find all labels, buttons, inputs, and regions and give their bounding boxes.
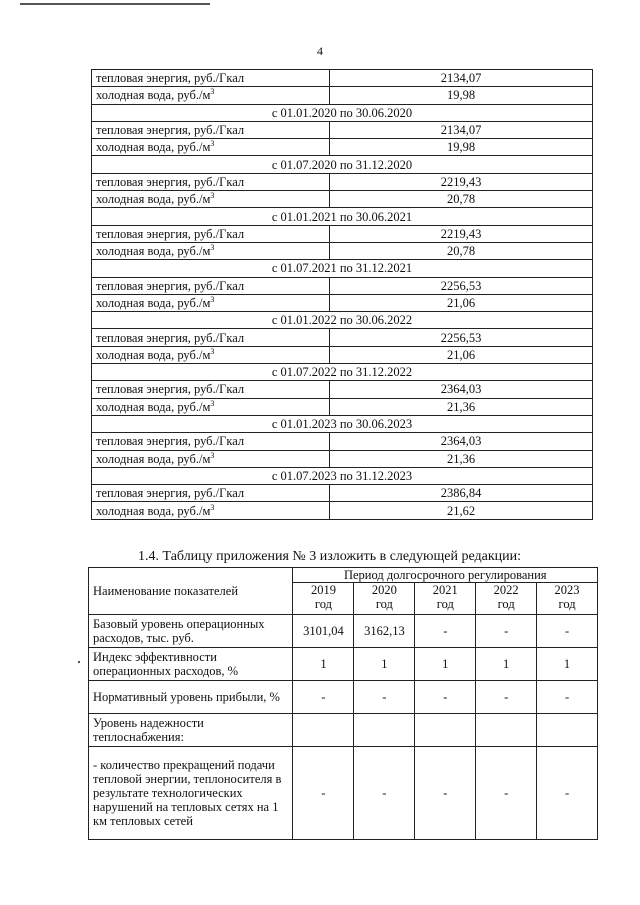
year-number: 2022	[493, 583, 519, 598]
header-period: Период долгосрочного регулирования	[293, 568, 598, 583]
tariff-row	[92, 433, 593, 450]
tariff-name-cell	[92, 277, 330, 294]
tariff-name: холодная вода, руб./м	[96, 399, 211, 414]
indicator-name: Уровень надежности теплоснабжения:	[89, 714, 293, 747]
period-label: с 01.07.2020 по 31.12.2020	[92, 156, 593, 173]
indicator-name: - количество прекращений подачи тепловой энергии, теплоносителя в результате технологических нарушений на тепловых сетях на 1 км тепловых сетей	[89, 747, 293, 840]
tariff-name: холодная вода, руб./м	[96, 347, 211, 362]
tariff-name-cell	[92, 398, 330, 415]
year-header	[354, 583, 415, 615]
tariff-name: тепловая энергия, руб./Гкал	[96, 278, 245, 293]
indicator-name: Базовый уровень операционных расходов, тыс. руб.	[89, 615, 293, 648]
year-header	[476, 583, 537, 615]
tariff-row	[92, 139, 593, 156]
tariff-row	[92, 242, 593, 259]
tariff-value: 2134,07	[330, 70, 593, 87]
period-label: с 01.07.2021 по 31.12.2021	[92, 260, 593, 277]
indicator-value: -	[293, 747, 354, 840]
tariff-row	[92, 87, 593, 104]
indicator-value: -	[537, 615, 598, 648]
tariff-row	[92, 450, 593, 467]
indicator-value: 1	[293, 648, 354, 681]
indicator-value: 1	[476, 648, 537, 681]
indicator-value: -	[476, 681, 537, 714]
period-row	[92, 467, 593, 484]
tariff-value: 2364,03	[330, 381, 593, 398]
tariff-table	[91, 69, 593, 520]
unit-superscript: 3	[210, 398, 215, 408]
indicator-value	[537, 714, 598, 747]
year-unit: год	[436, 597, 454, 612]
indicator-row	[89, 615, 598, 648]
tariff-row	[92, 329, 593, 346]
period-label: с 01.01.2023 по 30.06.2023	[92, 415, 593, 432]
period-label: с 01.01.2021 по 30.06.2021	[92, 208, 593, 225]
year-unit: год	[497, 597, 515, 612]
year-unit: год	[558, 597, 576, 612]
header-rule	[20, 3, 210, 5]
year-number: 2019	[310, 583, 336, 598]
period-row	[92, 312, 593, 329]
tariff-row	[92, 121, 593, 138]
tariff-name: тепловая энергия, руб./Гкал	[96, 486, 245, 501]
tariff-value: 2256,53	[330, 277, 593, 294]
unit-superscript: 3	[210, 243, 215, 253]
tariff-name-cell	[92, 485, 330, 502]
period-label: с 01.07.2023 по 31.12.2023	[92, 467, 593, 484]
tariff-value: 21,06	[330, 346, 593, 363]
indicator-value: -	[415, 747, 476, 840]
tariff-row	[92, 225, 593, 242]
tariff-row	[92, 173, 593, 190]
tariff-row	[92, 381, 593, 398]
stray-dot	[78, 661, 80, 663]
tariff-name: тепловая энергия, руб./Гкал	[96, 71, 245, 86]
tariff-name: холодная вода, руб./м	[96, 503, 211, 518]
year-number: 2023	[554, 583, 580, 598]
indicator-value: -	[537, 681, 598, 714]
year-number: 2020	[371, 583, 397, 598]
period-label: с 01.07.2022 по 31.12.2022	[92, 364, 593, 381]
tariff-value: 20,78	[330, 191, 593, 208]
tariff-name: холодная вода, руб./м	[96, 140, 211, 155]
tariff-name: холодная вода, руб./м	[96, 244, 211, 259]
indicator-value: 3162,13	[354, 615, 415, 648]
tariff-name-cell	[92, 70, 330, 87]
indicator-row	[89, 747, 598, 840]
indicator-value: -	[354, 747, 415, 840]
header-indicator-name: Наименование показателей	[89, 568, 293, 615]
tariff-value: 2364,03	[330, 433, 593, 450]
indicator-row	[89, 648, 598, 681]
tariff-name-cell	[92, 346, 330, 363]
indicator-value	[354, 714, 415, 747]
unit-superscript: 3	[210, 87, 215, 97]
indicator-name: Нормативный уровень прибыли, %	[89, 681, 293, 714]
tariff-name-cell	[92, 381, 330, 398]
unit-superscript: 3	[210, 139, 215, 149]
unit-superscript: 3	[210, 295, 215, 304]
tariff-name: тепловая энергия, руб./Гкал	[96, 123, 245, 138]
tariff-value: 21,36	[330, 398, 593, 415]
indicator-header-row	[89, 568, 598, 583]
tariff-name-cell	[92, 502, 330, 519]
indicator-row	[89, 714, 598, 747]
indicator-value: -	[354, 681, 415, 714]
year-unit: год	[375, 597, 393, 612]
period-row	[92, 156, 593, 173]
indicator-value: -	[537, 747, 598, 840]
tariff-value: 19,98	[330, 87, 593, 104]
period-row	[92, 104, 593, 121]
tariff-value: 2256,53	[330, 329, 593, 346]
period-row	[92, 415, 593, 432]
indicator-row	[89, 681, 598, 714]
tariff-name-cell	[92, 450, 330, 467]
page-number: 4	[317, 44, 323, 58]
tariff-row	[92, 70, 593, 87]
tariff-name-cell	[92, 139, 330, 156]
year-header	[293, 583, 354, 615]
unit-superscript: 3	[210, 502, 215, 512]
tariff-name-cell	[92, 329, 330, 346]
tariff-name-cell	[92, 87, 330, 104]
tariff-name: тепловая энергия, руб./Гкал	[96, 434, 245, 449]
unit-superscript: 3	[210, 346, 215, 356]
tariff-value: 21,06	[330, 294, 593, 311]
year-unit: год	[314, 597, 332, 612]
period-row	[92, 364, 593, 381]
year-header	[537, 583, 598, 615]
indicator-value: -	[293, 681, 354, 714]
period-row	[92, 208, 593, 225]
tariff-name-cell	[92, 294, 330, 311]
indicator-value: 1	[537, 648, 598, 681]
tariff-name-cell	[92, 433, 330, 450]
unit-superscript: 3	[210, 450, 215, 460]
indicator-table	[88, 567, 598, 840]
tariff-row	[92, 346, 593, 363]
tariff-name-cell	[92, 242, 330, 259]
tariff-name: холодная вода, руб./м	[96, 192, 211, 207]
tariff-name: тепловая энергия, руб./Гкал	[96, 382, 245, 397]
tariff-row	[92, 277, 593, 294]
tariff-row	[92, 485, 593, 502]
tariff-row	[92, 191, 593, 208]
tariff-value: 2386,84	[330, 485, 593, 502]
tariff-name-cell	[92, 191, 330, 208]
indicator-value: 3101,04	[293, 615, 354, 648]
tariff-name: тепловая энергия, руб./Гкал	[96, 226, 245, 241]
indicator-value: 1	[415, 648, 476, 681]
tariff-name: тепловая энергия, руб./Гкал	[96, 330, 245, 345]
period-label: с 01.01.2020 по 30.06.2020	[92, 104, 593, 121]
tariff-row	[92, 294, 593, 311]
tariff-name: тепловая энергия, руб./Гкал	[96, 174, 245, 189]
indicator-value	[293, 714, 354, 747]
indicator-value: 1	[354, 648, 415, 681]
indicator-value	[415, 714, 476, 747]
year-header	[415, 583, 476, 615]
tariff-value: 21,62	[330, 502, 593, 519]
tariff-value: 2219,43	[330, 225, 593, 242]
tariff-name: холодная вода, руб./м	[96, 88, 211, 103]
indicator-name: Индекс эффективности операционных расходов, %	[89, 648, 293, 681]
tariff-name-cell	[92, 173, 330, 190]
tariff-row	[92, 398, 593, 415]
period-label: с 01.01.2022 по 30.06.2022	[92, 312, 593, 329]
tariff-name-cell	[92, 225, 330, 242]
tariff-value: 21,36	[330, 450, 593, 467]
indicator-value: -	[415, 615, 476, 648]
tariff-value: 20,78	[330, 242, 593, 259]
indicator-value: -	[476, 747, 537, 840]
section-heading: 1.4. Таблицу приложения № 3 изложить в следующей редакции:	[138, 549, 522, 564]
unit-superscript: 3	[210, 191, 215, 201]
year-number: 2021	[432, 583, 458, 598]
tariff-value: 2134,07	[330, 121, 593, 138]
period-row	[92, 260, 593, 277]
tariff-name: холодная вода, руб./м	[96, 296, 211, 310]
indicator-value	[476, 714, 537, 747]
tariff-name: холодная вода, руб./м	[96, 451, 211, 466]
tariff-name-cell	[92, 121, 330, 138]
tariff-value: 2219,43	[330, 173, 593, 190]
tariff-value: 19,98	[330, 139, 593, 156]
indicator-value: -	[476, 615, 537, 648]
indicator-value: -	[415, 681, 476, 714]
tariff-row	[92, 502, 593, 519]
